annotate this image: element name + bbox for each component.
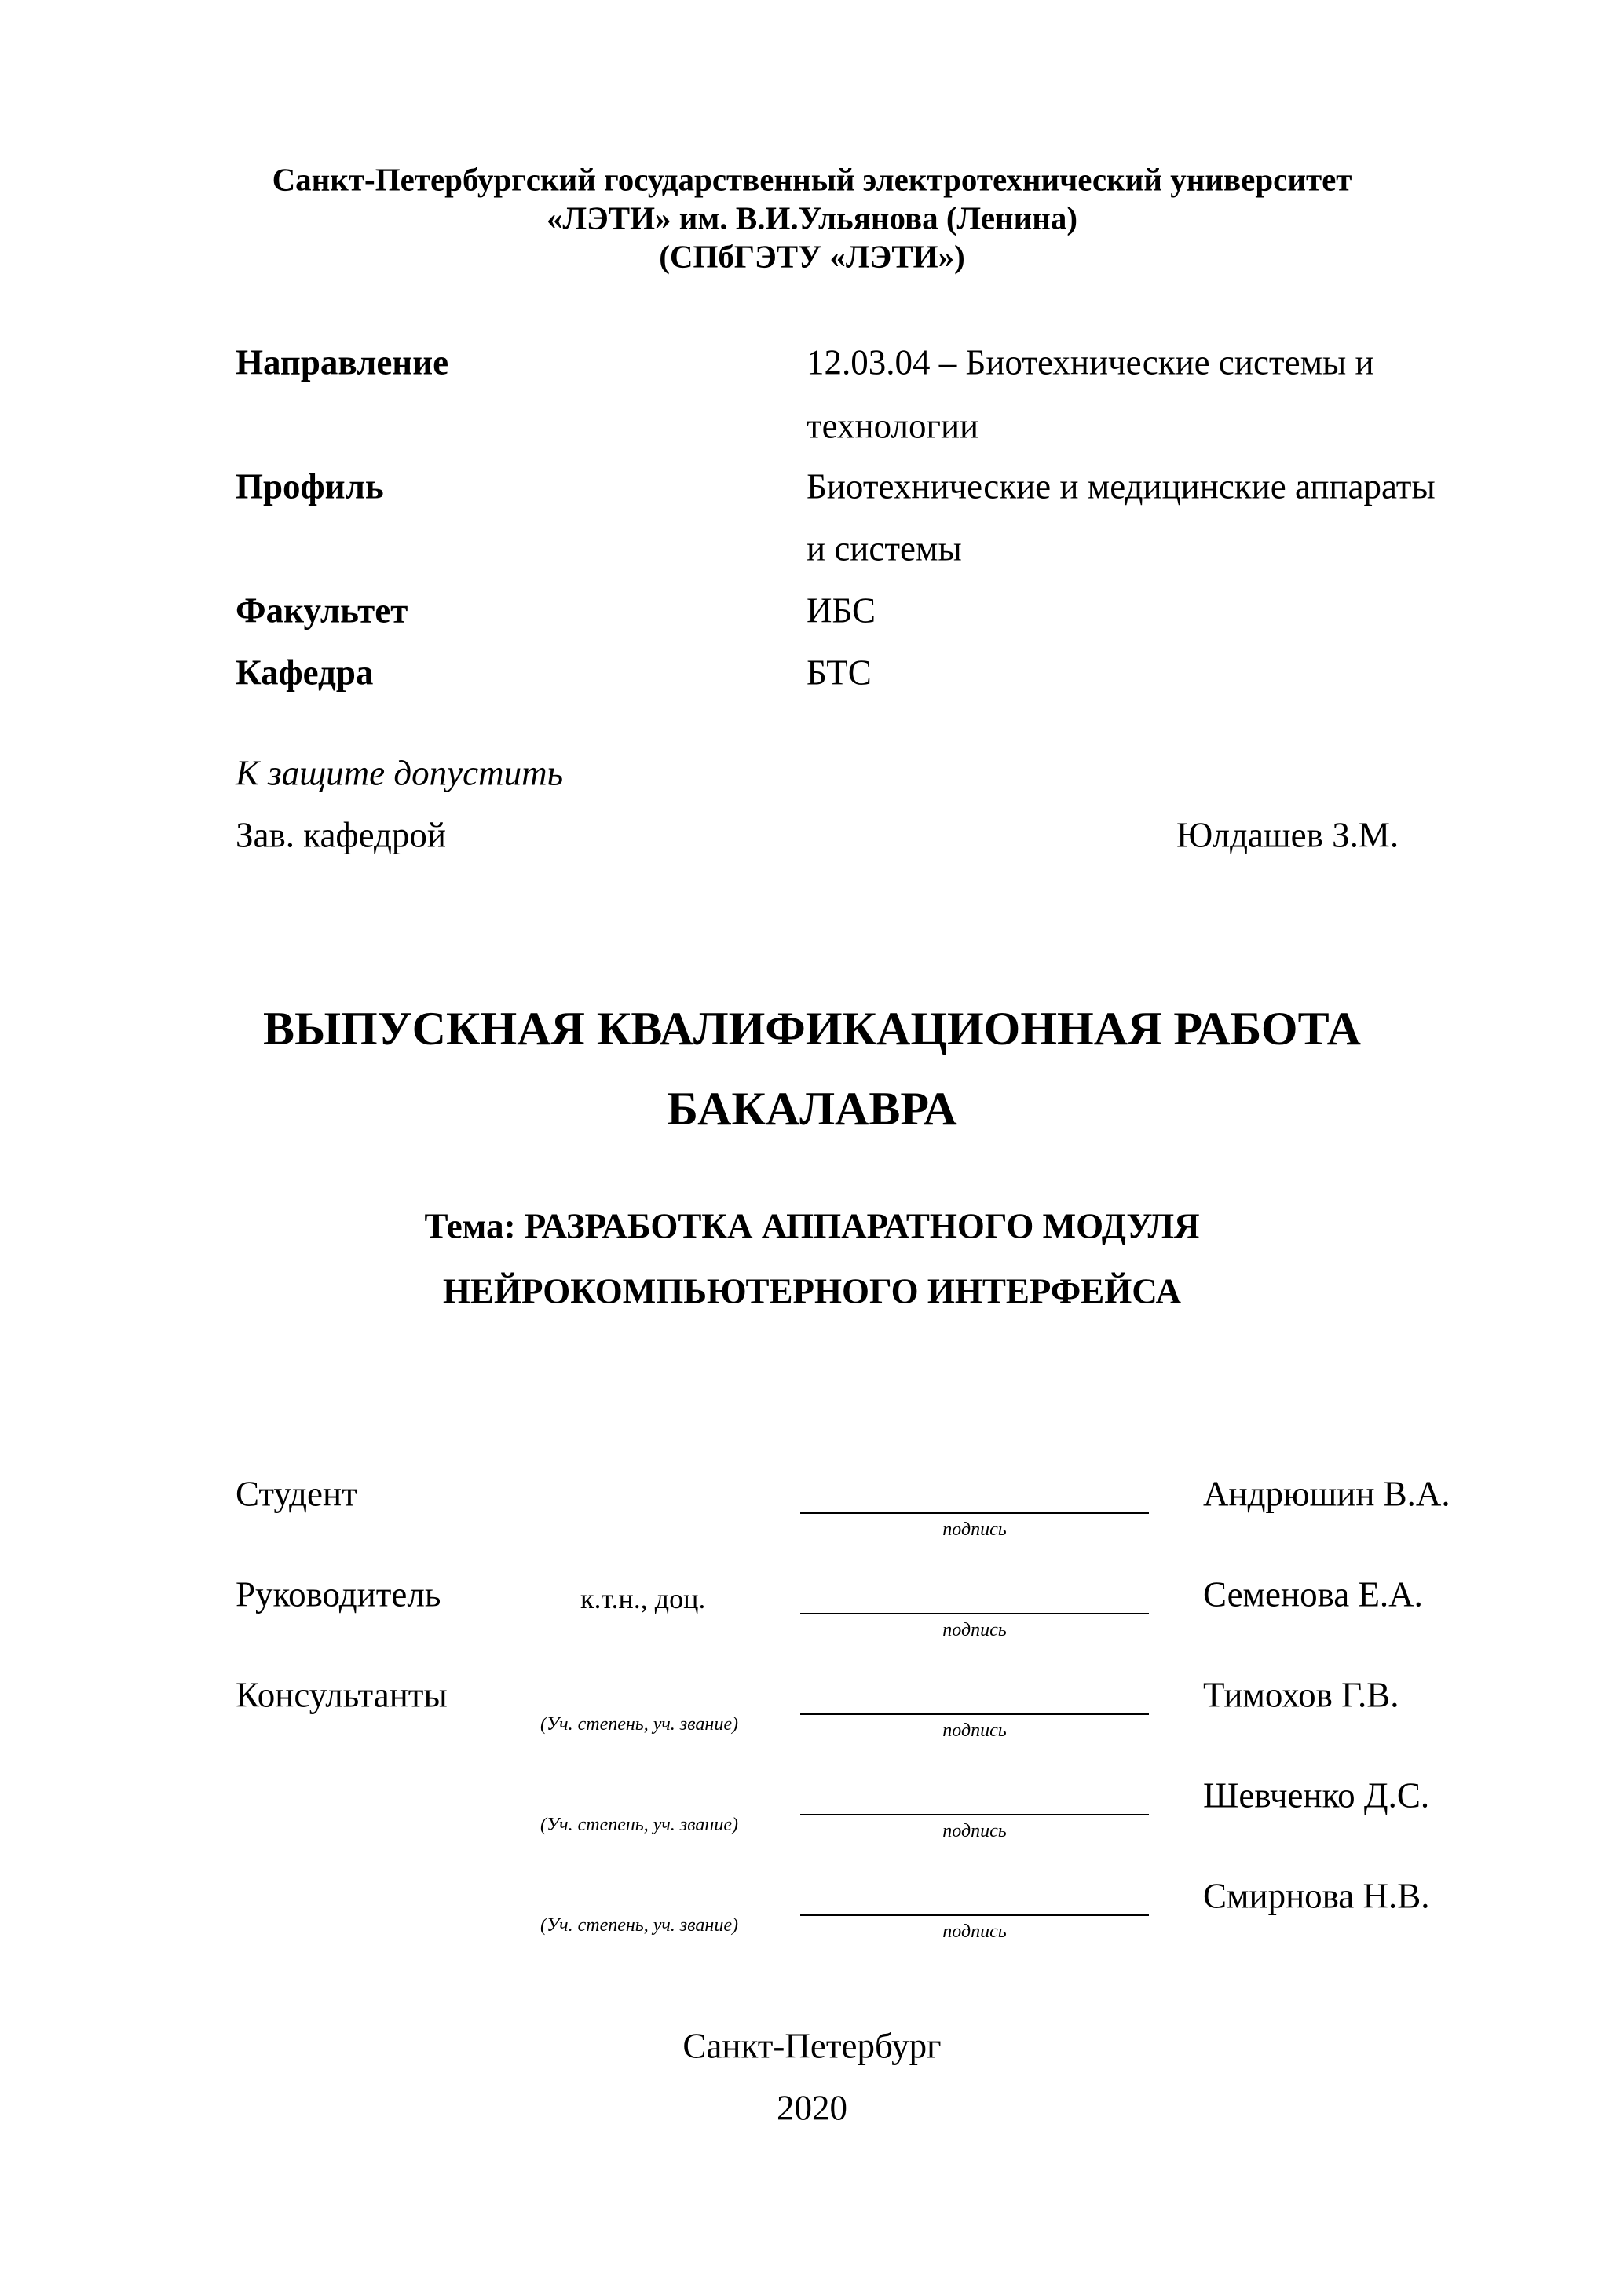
signature-role: Консультанты [236, 1675, 448, 1715]
signature-caption: подпись [942, 1821, 1007, 1841]
signature-degree: к.т.н., доц. [580, 1583, 706, 1614]
signature-name: Шевченко Д.С. [1203, 1775, 1430, 1815]
info-label-department: Кафедра [236, 653, 374, 693]
topic-line-2: НЕЙРОКОМПЬЮТЕРНОГО ИНТЕРФЕЙСА [443, 1271, 1181, 1311]
signature-caption: подпись [942, 1720, 1007, 1741]
footer-year: 2020 [777, 2088, 847, 2128]
signature-name: Тимохов Г.В. [1203, 1675, 1399, 1715]
approval-role: Зав. кафедрой [236, 815, 446, 855]
signature-caption: подпись [942, 1620, 1007, 1640]
signature-degree: (Уч. степень, уч. звание) [540, 1714, 738, 1735]
info-label-faculty: Факультет [236, 590, 408, 631]
info-value-direction-2: технологии [807, 406, 979, 446]
signature-degree: (Уч. степень, уч. звание) [540, 1815, 738, 1835]
info-label-profile: Профиль [236, 466, 384, 506]
university-abbr: (СПбГЭТУ «ЛЭТИ») [659, 238, 965, 275]
approval-name: Юлдашев З.М. [1176, 815, 1399, 855]
approval-note: К защите допустить [236, 753, 564, 793]
signature-line [800, 1713, 1149, 1715]
signature-caption: подпись [942, 1921, 1007, 1942]
signature-name: Андрюшин В.А. [1203, 1474, 1450, 1514]
info-value-direction: 12.03.04 – Биотехнические системы и [807, 342, 1374, 382]
signature-line [800, 1512, 1149, 1514]
signature-degree: (Уч. степень, уч. звание) [540, 1915, 738, 1936]
signature-caption: подпись [942, 1519, 1007, 1540]
signature-role: Студент [236, 1474, 357, 1514]
signature-name: Смирнова Н.В. [1203, 1876, 1430, 1916]
signature-line [800, 1914, 1149, 1916]
info-value-faculty: ИБС [807, 590, 876, 631]
info-value-department: БТС [807, 653, 872, 693]
signature-line [800, 1814, 1149, 1815]
signature-name: Семенова Е.А. [1203, 1574, 1423, 1614]
university-name-2: «ЛЭТИ» им. В.И.Ульянова (Ленина) [546, 199, 1078, 236]
topic-line-1: Тема: РАЗРАБОТКА АППАРАТНОГО МОДУЛЯ [424, 1206, 1200, 1246]
footer-city: Санкт-Петербург [682, 2026, 942, 2066]
info-value-profile: Биотехнические и медицинские аппараты [807, 466, 1436, 506]
university-name: Санкт-Петербургский государственный электротехнический университет [272, 161, 1352, 198]
title-line-2: БАКАЛАВРА [667, 1083, 957, 1135]
signature-line [800, 1613, 1149, 1614]
info-value-profile-2: и системы [807, 528, 962, 569]
title-line-1: ВЫПУСКНАЯ КВАЛИФИКАЦИОННАЯ РАБОТА [263, 1003, 1361, 1055]
info-label-direction: Направление [236, 342, 449, 382]
signature-role: Руководитель [236, 1574, 441, 1614]
